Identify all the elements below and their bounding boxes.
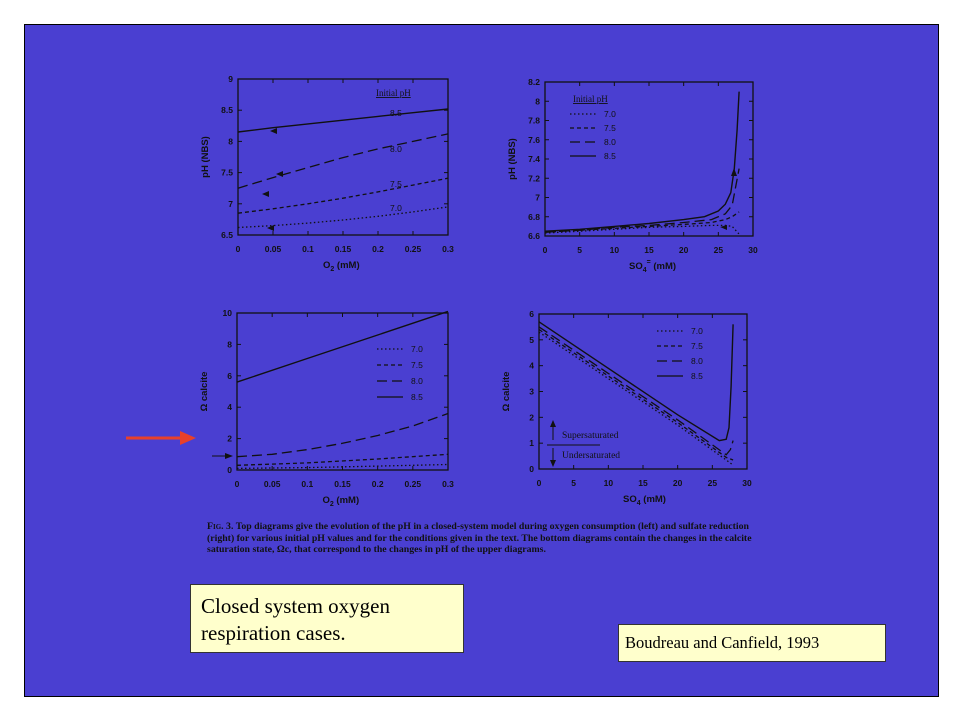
caption-fig-label: Fig. 3. xyxy=(207,521,234,532)
x-tick-label: 0.05 xyxy=(264,244,282,254)
legend-label: 7.5 xyxy=(411,360,423,370)
chart-top-right xyxy=(507,77,758,274)
arrow-down-head xyxy=(550,460,556,467)
y-tick-label: 8 xyxy=(228,136,233,147)
caption-text: Top diagrams give the evolution of the pH in a closed-system model during oxygen consumption (left) and sulfate reduction (right) for various initial pH values and for the conditions given in the text. The bottom diagrams contain the changes in the calcite saturation state, Ωc, that correspond to the changes in pH of the upper diagrams. xyxy=(207,521,752,555)
series-line-8.0 xyxy=(237,414,448,457)
x-tick-label: 0 xyxy=(536,478,542,488)
y-tick-label: 2 xyxy=(227,433,232,444)
y-tick-label: 6.5 xyxy=(221,230,233,240)
x-tick-label: 0.3 xyxy=(442,244,454,254)
x-axis-label-unit: (mM) xyxy=(650,261,677,272)
direction-arrow xyxy=(270,128,277,134)
citation-box xyxy=(618,624,886,662)
x-axis-label-sub: 4 xyxy=(642,267,647,274)
callout-box xyxy=(190,584,464,653)
y-tick-label: 7.5 xyxy=(221,167,233,178)
chart-top-left xyxy=(200,74,454,273)
x-tick-label: 0.05 xyxy=(263,479,281,489)
series-line-7.0 xyxy=(238,207,448,228)
series-line-8.5 xyxy=(238,109,448,132)
chart-bottom-right xyxy=(501,309,752,507)
y-tick-label: 3 xyxy=(529,386,534,397)
series-line-7.5 xyxy=(238,178,448,213)
y-tick-label: 0 xyxy=(227,465,232,475)
series-line-8.0 xyxy=(545,169,739,233)
legend-title: Initial pH xyxy=(376,88,411,98)
y-tick-label: 7.4 xyxy=(528,154,540,164)
legend-label: 8.0 xyxy=(411,376,423,386)
x-tick-label: 20 xyxy=(672,478,683,488)
x-axis-label xyxy=(323,495,360,508)
citation-text: Boudreau and Canfield, 1993 xyxy=(625,633,820,652)
series-inline-label: 7.5 xyxy=(390,179,402,189)
y-axis-label: pH (NBS) xyxy=(507,138,518,180)
x-axis-label-sub: 2 xyxy=(330,266,335,273)
y-tick-label: 8 xyxy=(227,339,232,350)
y-tick-label: 6 xyxy=(529,309,534,319)
x-tick-label: 0.1 xyxy=(302,244,314,254)
legend-label: 7.0 xyxy=(411,344,423,354)
y-tick-label: 7.2 xyxy=(528,173,540,184)
legend-label: 7.0 xyxy=(691,326,703,336)
y-tick-label: 6.6 xyxy=(528,231,540,241)
x-tick-label: 5 xyxy=(571,478,577,488)
x-tick-label: 0 xyxy=(234,479,240,489)
y-tick-label: 4 xyxy=(227,402,232,413)
x-tick-label: 15 xyxy=(644,245,654,255)
x-tick-label: 0.2 xyxy=(371,479,384,489)
legend-label: 7.0 xyxy=(604,109,616,119)
x-tick-label: 0.2 xyxy=(372,244,384,254)
plot-frame xyxy=(545,82,753,236)
x-axis-label-sub: 2 xyxy=(329,501,334,508)
callout-text: Closed system oxygen respiration cases. xyxy=(201,594,390,645)
y-tick-label: 5 xyxy=(529,334,534,345)
x-tick-label: 0.25 xyxy=(404,479,422,489)
x-tick-label: 0.1 xyxy=(301,479,314,489)
x-axis-label xyxy=(623,494,666,507)
series-inline-label: 8.5 xyxy=(390,108,402,118)
y-tick-label: 1 xyxy=(529,438,534,449)
y-tick-label: 4 xyxy=(529,360,534,371)
x-axis-label-main: O xyxy=(323,260,331,271)
x-tick-label: 30 xyxy=(748,245,758,255)
chart-bottom-left xyxy=(199,308,454,508)
legend-label: 8.0 xyxy=(604,137,616,147)
y-tick-label: 10 xyxy=(222,308,232,318)
x-axis-label-sub: 4 xyxy=(636,500,641,507)
y-tick-label: 2 xyxy=(529,412,534,423)
legend-label: 8.5 xyxy=(691,371,703,381)
y-tick-label: 6.8 xyxy=(528,211,540,222)
legend-title: Initial pH xyxy=(573,94,608,104)
y-tick-label: 8.5 xyxy=(221,105,233,116)
x-tick-label: 25 xyxy=(713,245,724,255)
x-tick-label: 15 xyxy=(638,478,648,488)
legend-label: 7.5 xyxy=(691,341,703,351)
y-tick-label: 7.8 xyxy=(528,115,540,126)
x-tick-label: 0.15 xyxy=(334,244,352,254)
annotation-supersaturated: Supersaturated xyxy=(562,431,619,441)
series-line-8.0 xyxy=(238,134,448,188)
y-tick-label: 7 xyxy=(535,192,540,203)
y-tick-label: 0 xyxy=(529,464,534,474)
y-axis-label: Ω calcite xyxy=(501,371,512,412)
y-tick-label: 9 xyxy=(228,74,233,84)
x-axis-label-main: O xyxy=(322,495,330,506)
x-tick-label: 5 xyxy=(577,245,583,255)
x-tick-label: 10 xyxy=(609,245,620,255)
x-axis-label-main: SO xyxy=(629,261,643,272)
direction-arrow xyxy=(276,171,283,177)
x-axis-label-unit: (mM) xyxy=(333,495,360,506)
series-line-8.5 xyxy=(539,322,733,441)
legend-label: 7.5 xyxy=(604,123,616,133)
arrow-up-head xyxy=(550,420,556,427)
x-tick-label: 20 xyxy=(678,245,689,255)
annotation-undersaturated: Undersaturated xyxy=(562,451,621,461)
x-axis-label-main: SO xyxy=(623,494,637,505)
series-inline-label: 7.0 xyxy=(390,203,402,213)
x-tick-label: 0 xyxy=(235,244,241,254)
y-axis-label: pH (NBS) xyxy=(200,136,211,178)
direction-arrow xyxy=(262,191,269,197)
series-inline-label: 8.0 xyxy=(390,144,402,154)
y-tick-label: 7 xyxy=(228,198,233,209)
legend-label: 8.5 xyxy=(604,151,616,161)
red-arrow-head xyxy=(180,431,196,445)
x-tick-label: 0.3 xyxy=(442,479,454,489)
legend-label: 8.5 xyxy=(411,392,423,402)
x-tick-label: 0.15 xyxy=(334,479,351,489)
x-axis-label-unit: (mM) xyxy=(334,260,360,271)
x-tick-label: 25 xyxy=(707,478,718,488)
series-line-7.5 xyxy=(237,454,448,465)
y-tick-label: 8.2 xyxy=(528,77,540,87)
y-axis-label: Ω calcite xyxy=(199,371,210,412)
x-axis-label xyxy=(323,260,360,273)
figure-caption xyxy=(207,521,767,556)
legend-label: 8.0 xyxy=(691,356,703,366)
x-tick-label: 0.25 xyxy=(404,244,422,254)
direction-arrow xyxy=(731,168,737,176)
x-tick-label: 10 xyxy=(603,478,614,488)
x-tick-label: 0 xyxy=(542,245,548,255)
x-axis-label-unit: (mM) xyxy=(640,494,666,505)
series-line-8.5 xyxy=(545,92,739,232)
y-tick-label: 7.6 xyxy=(528,134,540,145)
x-axis-label xyxy=(629,259,676,274)
x-axis-label-sup: = xyxy=(646,259,651,266)
y-tick-label: 8 xyxy=(535,96,540,107)
x-tick-label: 30 xyxy=(742,478,752,488)
y-tick-label: 6 xyxy=(227,370,232,381)
